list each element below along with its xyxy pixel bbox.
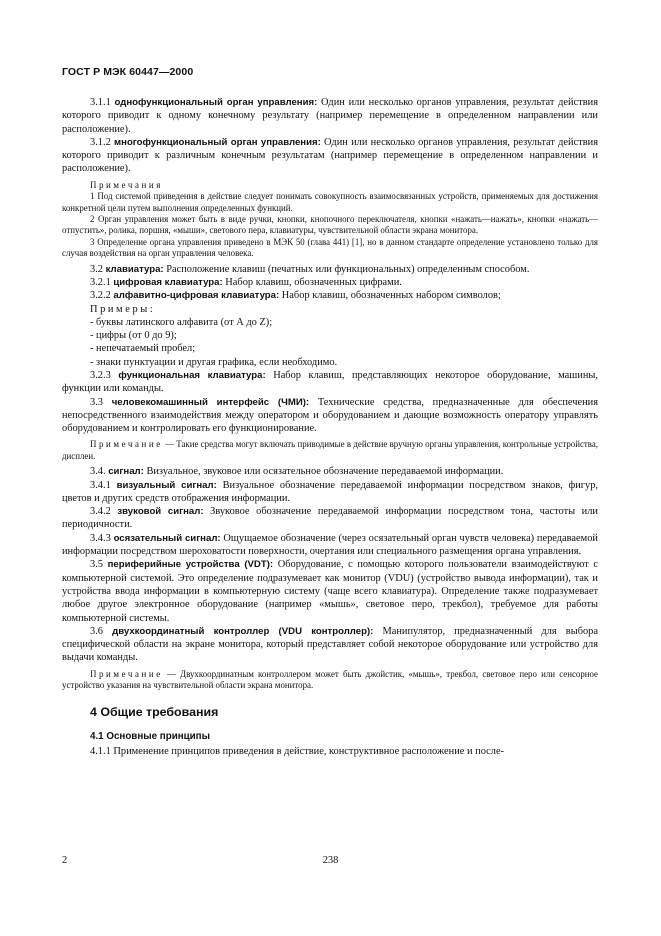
example-item: - буквы латинского алфавита (от А до Z);: [90, 316, 273, 328]
term: алфавитно-цифровая клавиатура:: [113, 290, 280, 302]
clause-number: 3.2.1: [90, 276, 114, 288]
note-3: 3 Определение органа управления приведено в МЭК 50 (глава 441) [1], но в данном стандарте определение установлено только для случая воздействия на орган управления человека.: [62, 236, 598, 259]
clause-3-1-1: [62, 96, 598, 136]
term: однофункциональный орган управления:: [114, 97, 318, 108]
clause-3-4: [62, 465, 598, 478]
term: периферийные устройства (VDT):: [107, 559, 274, 571]
clause-number: 3.3: [90, 396, 112, 408]
page-number: 2: [62, 855, 68, 866]
note-3-6: [62, 669, 598, 692]
clause-3-2: [62, 263, 598, 276]
note-1: 1 Под системой приведения в действие следует понимать совокупность взаимосвязанных устройств, применяемых для достижения конкретной цели путем выполнения определенных функций.: [62, 191, 598, 213]
document-body: [62, 96, 598, 758]
note-heading: Примечание: [90, 439, 163, 450]
notes-heading-text: Примечания: [90, 179, 163, 190]
definition: Звуковое обозначение передаваемой информации посредством тона, частоты или периодичности.: [62, 506, 598, 531]
clause-3-2-1: [62, 276, 598, 289]
clause-number: 3.2.3: [90, 370, 119, 381]
definition: Расположение клавиш (печатных или функциональных) определенным способом.: [163, 263, 530, 275]
clause-3-1-2: [62, 136, 598, 176]
definition: Ощущаемое обозначение (через осязательный орган чувств человека) передаваемой информации посредством шероховатости поверхности, очертания или специального размещения органа управления.: [62, 532, 598, 558]
clause-number: 3.4.2: [90, 506, 118, 518]
note-3-3: [62, 439, 598, 462]
clause-number: 3.2.2: [90, 290, 114, 302]
clause-number: 3.1.1: [90, 97, 115, 108]
examples-heading-text: Примеры:: [90, 303, 156, 315]
term: визуальный сигнал:: [116, 479, 217, 491]
clause-number: 3.5: [90, 559, 108, 571]
clause-number: 3.6: [90, 625, 113, 637]
example-item: - знаки пунктуации и другая графика, если необходимо.: [90, 356, 338, 368]
clause-number: 3.2: [90, 263, 106, 275]
definition: Набор клавиш, обозначенных цифрами.: [222, 276, 402, 288]
term: звуковой сигнал:: [117, 506, 204, 518]
note-text: — Двухкоординатным контроллером может быть джойстик, «мышь», трекбол, световое перо или сенсорное устройство указания на чувствительной области экрана монитора.: [62, 668, 598, 691]
term: цифровая клавиатура:: [113, 276, 223, 288]
definition: Набор клавиш, обозначенных набором символов;: [279, 290, 501, 302]
definition: Оборудование, с помощью которого пользователи взаимодействуют с компьютерной системой. Это определение подразумевает как монитор (VDU) (устройство вывода информации), так и устройства ввода информации в компьютерную систему (чаще всего клавиатура). Определение также подразумевает любое другое электронное оборудование (например «мышь», световое перо, трекбол), требуемое для работы компьютерной системы.: [62, 559, 598, 624]
definition: Технические средства, предназначенные для обеспечения непосредственного взаимодействия между оператором и оборудованием и дающие возможность оператору управлять оборудованием и контролировать его функционирование.: [62, 396, 598, 435]
note-heading: Примечание: [90, 668, 163, 679]
section-4-1-heading: 4.1 Основные принципы: [90, 730, 210, 742]
term: двухкоординатный контроллер (VDU контроллер):: [112, 625, 374, 637]
definition: Один или несколько органов управления, результат действия которого приводит к одному конечному результату (например перемещение в определенном направлении или расположение).: [62, 97, 598, 135]
clause-3-2-2: [62, 289, 598, 302]
definition: Манипулятор, предназначенный для выбора специфической области на экране монитора, который представляет собой некоторое оборудование или устройство для выдачи команды.: [62, 625, 598, 664]
term: человекомашинный интерфейс (ЧМИ):: [111, 396, 310, 408]
examples-heading: [62, 303, 598, 316]
definition: Визуальное обозначение передаваемой информации посредством знаков, фигур, цветов и других средств отображения информации.: [62, 479, 599, 504]
example-item: - непечатаемый пробел;: [90, 343, 196, 355]
clause-3-4-3: [62, 532, 598, 559]
definition: Набор клавиш, представляющих некоторое оборудование, машины, функции или команды.: [62, 370, 598, 395]
clause-3-6: [62, 625, 598, 665]
term: сигнал:: [108, 466, 144, 478]
example-item: - цифры (от 0 до 9);: [90, 330, 177, 342]
note-text: — Такие средства могут включать приводимые в действие вручную органы управления, контрольные устройства, дисплеи.: [62, 439, 598, 461]
document-header: ГОСТ Р МЭК 60447—2000: [62, 66, 194, 78]
term: клавиатура:: [105, 263, 164, 275]
term: функциональная клавиатура:: [118, 370, 266, 381]
sheet-number: 238: [322, 855, 339, 866]
definition: Один или несколько органов управления, результат действия которого приводит к различным конечным результатам (например перемещение в определенном направлении и расположение).: [62, 136, 598, 175]
notes-heading: [62, 180, 598, 191]
clause-number: 3.4.1: [90, 479, 117, 491]
term: многофункциональный орган управления:: [114, 136, 321, 148]
clause-number: 3.4.3: [90, 532, 114, 544]
term: осязательный сигнал:: [113, 532, 221, 544]
clause-3-3: [62, 396, 598, 436]
note-2: 2 Орган управления может быть в виде ручки, кнопки, кнопочного переключателя, кнопки «нажать—нажать», кнопки «нажать—отпустить», ролика, поршня, «мыши», светового пера, клавиатуры, чувствительной области экрана монитора.: [62, 214, 598, 236]
clause-3-4-1: [62, 479, 598, 506]
clause-3-5: [62, 558, 598, 624]
clause-number: 3.1.2: [90, 136, 115, 148]
definition: Визуальное, звуковое или осязательное обозначение передаваемой информации.: [143, 466, 504, 478]
section-4-heading: 4 Общие требования: [90, 704, 219, 719]
clause-number: 3.4.: [90, 466, 109, 478]
clause-3-2-3: [62, 369, 598, 396]
clause-3-4-2: [62, 505, 598, 532]
clause-4-1-1: 4.1.1 Применение принципов приведения в действие, конструктивное расположение и после-: [90, 745, 505, 757]
